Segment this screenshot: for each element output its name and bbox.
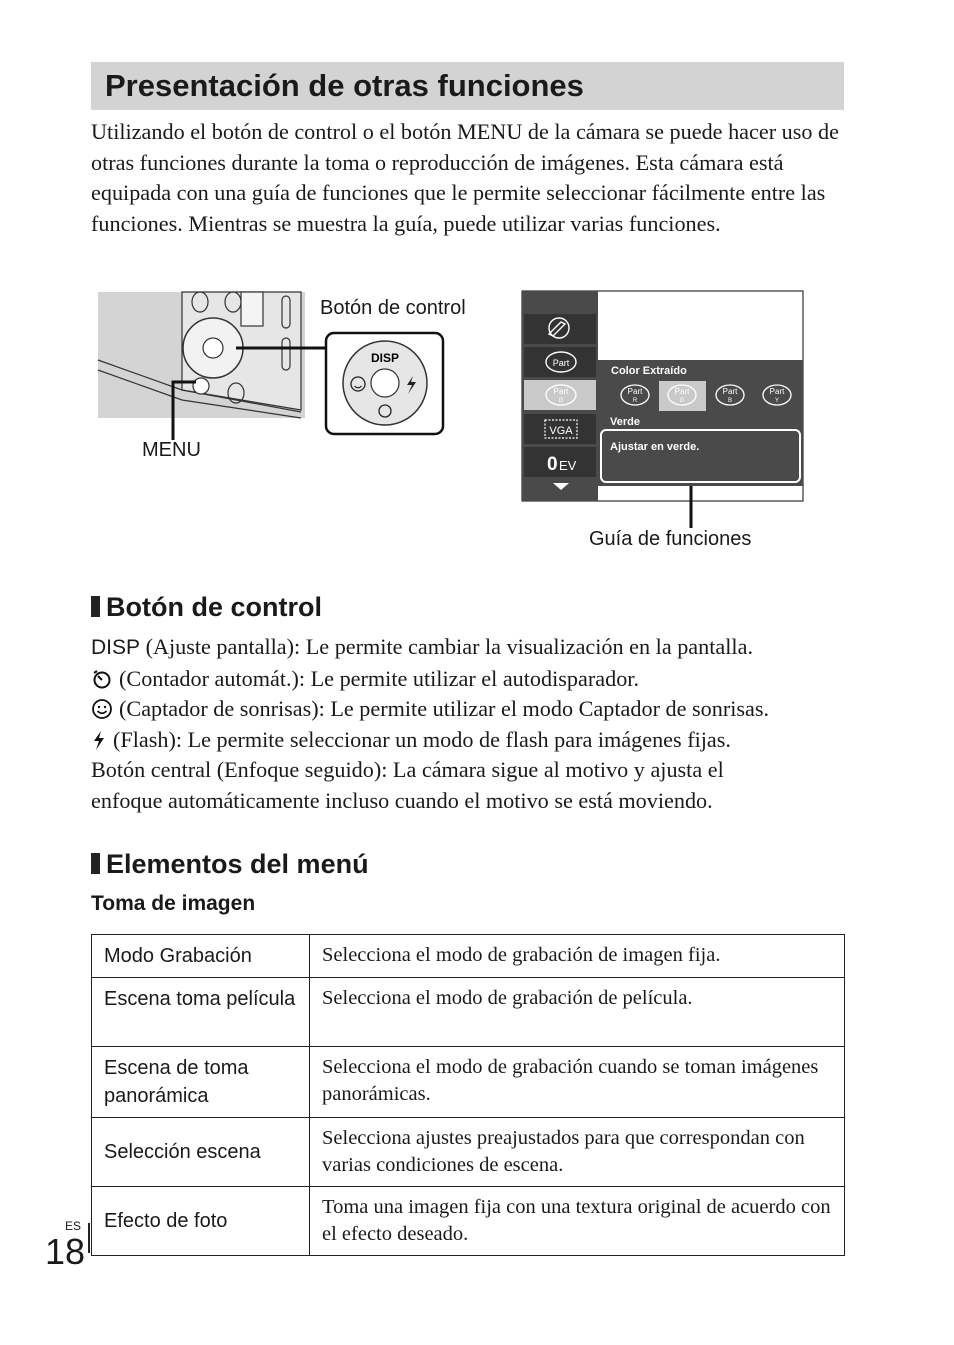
svg-text:Part: Part: [627, 387, 643, 396]
menu-section-heading: Elementos del menú: [91, 849, 369, 880]
title-bar: [91, 62, 844, 110]
menu-item-name: Modo Grabación: [92, 935, 310, 978]
page-number-divider: [88, 1223, 90, 1253]
camera-mode-switch: [241, 292, 263, 326]
svg-text:Y: Y: [774, 398, 780, 404]
center-line-1: Botón central (Enfoque seguido): La cámara sigue al motivo y ajusta el: [91, 757, 724, 782]
table-row: [92, 1187, 845, 1256]
table-row: [92, 978, 845, 1047]
svg-text:Part: Part: [722, 387, 738, 396]
control-center-button: [371, 369, 399, 397]
smile-line: (Captador de sonrisas): Le permite utilizar el modo Captador de sonrisas.: [91, 694, 851, 725]
menu-item-desc: Toma una imagen fija con una textura original de acuerdo con el efecto deseado.: [310, 1187, 845, 1256]
page-number: 18: [45, 1231, 86, 1272]
label-control-button: Botón de control: [320, 297, 466, 319]
svg-text:G: G: [679, 398, 685, 404]
label-function-guide: Guía de funciones: [589, 528, 752, 550]
menu-subheading: Toma de imagen: [91, 892, 256, 915]
flash-icon: [91, 729, 107, 751]
part-icon-sub: G: [558, 398, 564, 404]
part-icon-label: Part: [553, 387, 569, 396]
language-code: ES: [65, 1219, 82, 1233]
function-guide-box: [601, 430, 800, 482]
page-title: Presentación de otras funciones: [105, 68, 584, 103]
svg-text:Part: Part: [769, 387, 785, 396]
smile-shutter-icon: [91, 698, 113, 720]
menu-item-desc: Selecciona el modo de grabación de película.: [310, 978, 845, 1047]
disp-label: DISP: [370, 351, 400, 365]
section-marker-icon: [91, 853, 100, 874]
table-row: [92, 1118, 845, 1187]
menu-item-name: Escena de toma panorámica: [92, 1047, 310, 1118]
control-section-heading: Botón de control: [91, 592, 322, 623]
menu-table: [91, 934, 845, 1256]
vga-icon-label: VGA: [549, 425, 573, 437]
section-marker-icon: [91, 596, 100, 617]
intro-paragraph: Utilizando el botón de control o el botón MENU de la cámara se puede hacer uso de otras funciones durante la toma o reproducción de imágenes. Esta cámara está equipada con una guía de funciones que le permite seleccionar fácilmente entre las funciones. Mientras se muestra la guía, puede utilizar varias funciones.: [91, 119, 839, 236]
self-timer-icon: [91, 668, 113, 690]
camera-center-button: [203, 338, 223, 358]
menu-item-desc: Selecciona ajustes preajustados para que correspondan con varias condiciones de escena.: [310, 1118, 845, 1187]
svg-text:Part: Part: [674, 387, 690, 396]
svg-text:R: R: [632, 398, 638, 404]
menu-item-name: Selección escena: [92, 1118, 310, 1187]
label-menu: MENU: [142, 439, 201, 461]
ev-value: 0: [547, 454, 558, 475]
menu-item-name: Efecto de foto: [92, 1187, 310, 1256]
menu-item-desc: Selecciona el modo de grabación de imagen fija.: [310, 935, 845, 978]
flash-line: (Flash): Le permite seleccionar un modo de flash para imágenes fijas.: [91, 725, 851, 756]
disp-key: DISP: [91, 636, 141, 659]
screen-subheader: Verde: [610, 416, 640, 428]
part-icon-label: Part: [552, 358, 570, 368]
menu-item-desc: Selecciona el modo de grabación cuando se toman imágenes panorámicas.: [310, 1047, 845, 1118]
screen-header: Color Extraído: [611, 365, 687, 377]
function-guide-text: Ajustar en verde.: [610, 441, 700, 453]
camera-menu-button: [193, 378, 209, 394]
disp-line: DISP (Ajuste pantalla): Le permite cambiar la visualización en la pantalla.: [91, 634, 753, 659]
table-row: [92, 935, 845, 978]
timer-line: (Contador automát.): Le permite utilizar el autodisparador.: [91, 664, 851, 695]
ev-unit: EV: [559, 458, 577, 473]
menu-item-name: Escena toma película: [92, 978, 310, 1047]
center-line-2: enfoque automáticamente incluso cuando el motivo se está moviendo.: [91, 787, 713, 813]
svg-text:B: B: [727, 398, 733, 404]
table-row: [92, 1047, 845, 1118]
control-section-text: [91, 632, 851, 816]
screen-illustration: [521, 290, 811, 530]
